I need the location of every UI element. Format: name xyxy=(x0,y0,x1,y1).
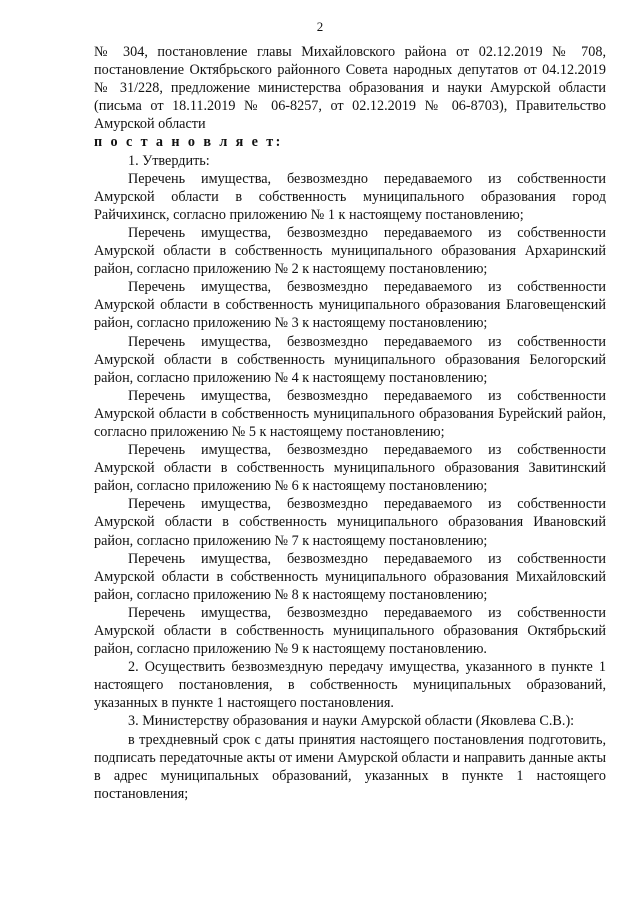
item-1-title: 1. Утвердить: xyxy=(128,152,210,169)
item-3-subparagraph: в трехдневный срок с даты принятия настоящего постановления подготовить, подписать передаточные акты от имени Амурской области и направить данные акты в адрес муниципальных образований, указанных в пункте 1 настоящего постановления; xyxy=(94,731,606,802)
item-2-paragraph: 2. Осуществить безвозмездную передачу имущества, указанного в пункте 1 настоящего постановления, в собственность муниципальных образований, указанных в пункте 1 настоящего постановления. xyxy=(94,659,606,712)
decree-heading: п о с т а н о в л я е т: xyxy=(94,134,283,151)
item-3-paragraph: 3. Министерству образования и науки Амурской области (Яковлева С.В.): xyxy=(128,713,575,730)
list-item: Перечень имущества, безвозмездно передаваемого из собственности Амурской области в собственность муниципального образования город Райчихинск, согласно приложению № 1 к настоящему постановлению; xyxy=(94,170,606,223)
list-item: Перечень имущества, безвозмездно передаваемого из собственности Амурской области в собственность муниципального образования Белогорский район, согласно приложению № 4 к настоящему постановлению; xyxy=(94,333,606,386)
page-number: 2 xyxy=(316,19,324,34)
intro-paragraph: № 304, постановление главы Михайловского района от 02.12.2019 № 708, постановление Октябрьского районного Совета народных депутатов от 04.12.2019 № 31/228, предложение министерства образования и науки Амурской области (письма от 18.11.2019 № 06-8257, от 02.12.2019 № 06-8703), Правительство Амурской области xyxy=(94,44,606,133)
document-body xyxy=(94,43,606,803)
list-item: Перечень имущества, безвозмездно передаваемого из собственности Амурской области в собственность муниципального образования Архаринский район, согласно приложению № 2 к настоящему постановлению; xyxy=(94,224,606,278)
list-item: Перечень имущества, безвозмездно передаваемого из собственности Амурской области в собственность муниципального образования Бурейский район, согласно приложению № 5 к настоящему постановлению; xyxy=(94,387,606,440)
list-item: Перечень имущества, безвозмездно передаваемого из собственности Амурской области в собственность муниципального образования Октябрьский район, согласно приложению № 9 к настоящему постановлению. xyxy=(94,604,606,658)
list-item: Перечень имущества, безвозмездно передаваемого из собственности Амурской области в собственность муниципального образования Ивановский район, согласно приложению № 7 к настоящему постановлению; xyxy=(94,496,606,549)
list-item: Перечень имущества, безвозмездно передаваемого из собственности Амурской области в собственность муниципального образования Михайловский район, согласно приложению № 8 к настоящему постановлению; xyxy=(94,550,606,603)
list-item: Перечень имущества, безвозмездно передаваемого из собственности Амурской области в собственность муниципального образования Благовещенский район, согласно приложению № 3 к настоящему постановлению; xyxy=(94,279,606,332)
list-item: Перечень имущества, безвозмездно передаваемого из собственности Амурской области в собственность муниципального образования Завитинский район, согласно приложению № 6 к настоящему постановлению; xyxy=(94,442,606,495)
